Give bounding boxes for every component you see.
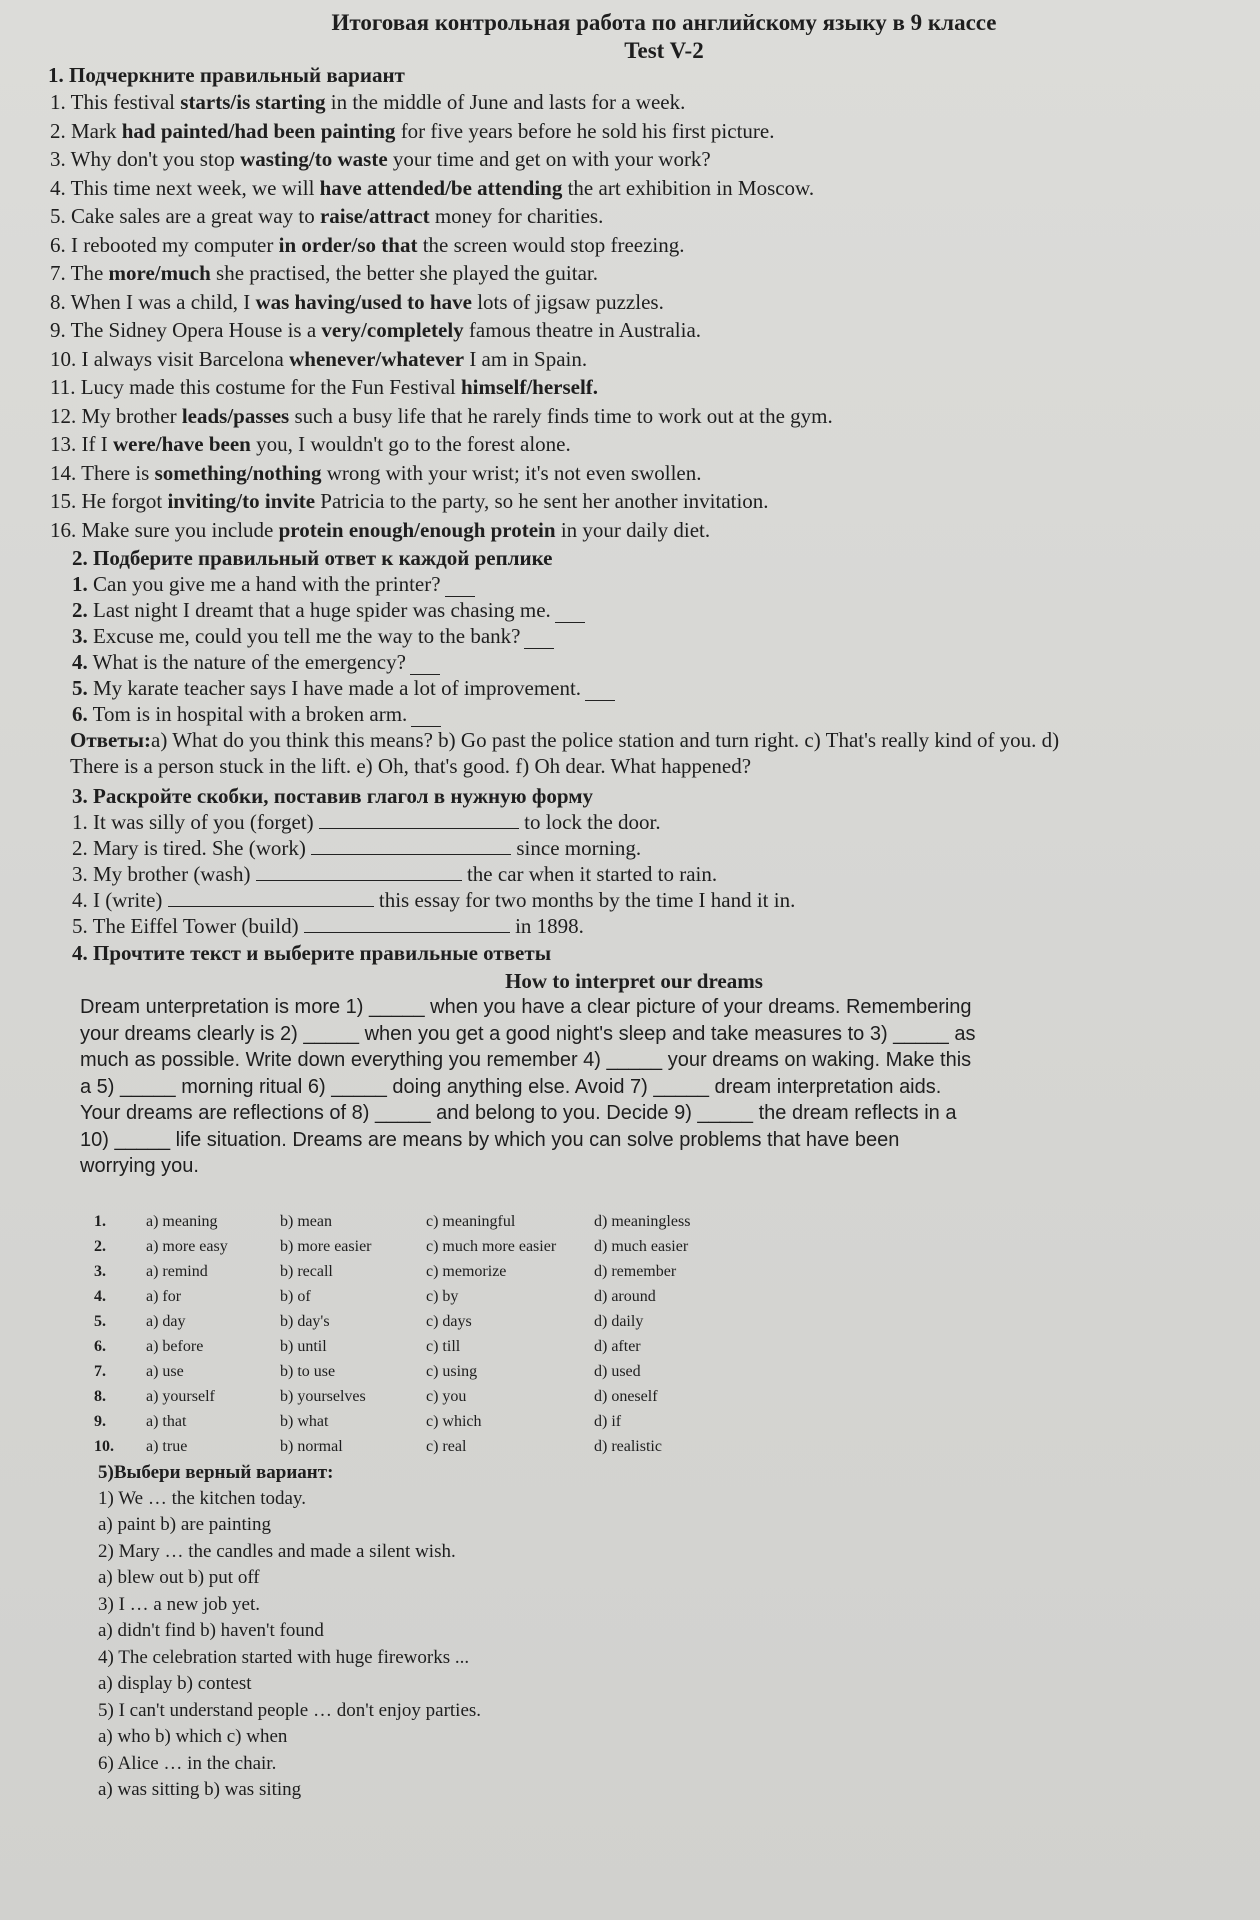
- answer-blank[interactable]: [445, 578, 475, 597]
- item-text: 6. I rebooted my computer: [50, 232, 279, 257]
- item-text: 5. Cake sales are a great way to: [50, 204, 320, 228]
- item-text: What is the nature of the emergency?: [87, 650, 406, 674]
- question: 2) Mary … the candles and made a silent wish.: [98, 1540, 456, 1562]
- option-d: d) if: [594, 1413, 622, 1430]
- option-b: b) until: [280, 1338, 327, 1355]
- option-d: d) realistic: [594, 1438, 662, 1455]
- answer-options: a) blew out b) put off: [98, 1567, 260, 1588]
- item-text: you, I wouldn't go to the forest alone.: [250, 432, 571, 456]
- option-b: b) of: [280, 1288, 311, 1305]
- option-number: 9.: [94, 1413, 106, 1430]
- item-text: Last night I dreamt that a huge spider was chasing me.: [87, 598, 551, 622]
- list-item: [72, 623, 1220, 649]
- list-item: [50, 288, 1220, 317]
- item-text: Tom is in hospital with a broken arm.: [87, 702, 408, 726]
- item-text: 9. The Sidney Opera House is a: [50, 318, 322, 342]
- table-row: [94, 1260, 690, 1285]
- question: 5) I can't understand people … don't enjoy parties.: [98, 1699, 482, 1721]
- item-choice: protein enough/enough protein: [278, 517, 556, 542]
- text-title: How to interpret our dreams: [505, 969, 763, 993]
- option-c: c) real: [426, 1438, 467, 1455]
- section-3-list: [48, 809, 1220, 939]
- section-1-list: [48, 88, 1220, 544]
- item-text: she practised, the better she played the guitar.: [210, 261, 598, 285]
- item-choice: had painted/had been painting: [121, 118, 396, 143]
- list-item: [72, 597, 1220, 623]
- item-choice: inviting/to invite: [167, 489, 316, 513]
- option-a: a) for: [146, 1288, 182, 1305]
- item-text: for five years before he sold his first picture.: [395, 118, 775, 143]
- item-choice: raise/attract: [319, 204, 430, 228]
- answer-options: a) was sitting b) was siting: [98, 1779, 302, 1800]
- list-item: [72, 887, 1220, 913]
- item-text: 12. My brother: [50, 403, 182, 428]
- option-b: b) yourselves: [280, 1388, 366, 1405]
- section-2-answers: [48, 727, 1110, 779]
- option-c: c) you: [426, 1388, 467, 1405]
- list-item: [50, 231, 1220, 260]
- item-text: 15. He forgot: [50, 489, 168, 513]
- item-choice: something/nothing: [154, 460, 322, 485]
- list-item: [50, 174, 1220, 203]
- option-c: c) till: [426, 1338, 461, 1355]
- item-text: in the middle of June and lasts for a week.: [325, 90, 686, 114]
- answers-label: Ответы:: [70, 728, 152, 752]
- item-text: since morning.: [511, 836, 642, 860]
- section-2: [48, 545, 1220, 779]
- item-text: I am in Spain.: [464, 346, 588, 371]
- option-a: a) true: [146, 1438, 188, 1455]
- item-text: the art exhibition in Moscow.: [562, 175, 815, 200]
- item-number: 1.: [72, 572, 88, 596]
- page-title: Итоговая контрольная работа по английскому языку в 9 классе: [331, 10, 997, 35]
- option-d: d) after: [594, 1338, 641, 1355]
- list-item: [72, 649, 1220, 675]
- section-4-heading: 4. Прочтите текст и выберите правильные ответы: [72, 941, 552, 965]
- table-row: [94, 1385, 690, 1410]
- list-item: [50, 373, 1220, 402]
- option-a: a) meaning: [146, 1213, 218, 1230]
- section-3: [48, 783, 1220, 939]
- list-item: [50, 487, 1220, 516]
- item-text: money for charities.: [429, 204, 604, 228]
- answer-blank[interactable]: [585, 682, 615, 701]
- item-text: Can you give me a hand with the printer?: [87, 572, 441, 596]
- option-b: b) mean: [280, 1213, 332, 1230]
- option-d: d) used: [594, 1363, 641, 1380]
- item-text: wrong with your wrist; it's not even swollen.: [321, 460, 702, 485]
- option-number: 10.: [94, 1438, 114, 1455]
- item-text: 11. Lucy made this costume for the Fun Festival: [50, 375, 461, 399]
- list-item: [50, 430, 1220, 459]
- item-choice: himself/herself.: [461, 375, 599, 399]
- option-number: 2.: [94, 1238, 106, 1255]
- answer-blank[interactable]: [168, 888, 374, 907]
- table-row: [94, 1335, 690, 1360]
- item-text: such a busy life that he rarely finds time to work out at the gym.: [289, 403, 833, 428]
- answer-blank[interactable]: [411, 708, 441, 727]
- item-text: 1. It was silly of you (forget): [72, 810, 319, 834]
- answer-blank[interactable]: [524, 630, 554, 649]
- option-c: c) by: [426, 1288, 459, 1305]
- option-number: 5.: [94, 1313, 106, 1330]
- option-b: b) what: [280, 1413, 329, 1430]
- option-d: d) daily: [594, 1313, 644, 1330]
- answer-blank[interactable]: [410, 656, 440, 675]
- answer-blank[interactable]: [256, 862, 462, 881]
- item-text: 14. There is: [50, 460, 155, 485]
- item-text: 8. When I was a child, I: [50, 289, 256, 314]
- question: 1) We … the kitchen today.: [98, 1487, 306, 1509]
- section-2-heading: 2. Подберите правильный ответ к каждой реплике: [72, 546, 553, 570]
- option-c: c) memorize: [426, 1263, 507, 1280]
- item-text: 1. This festival: [50, 90, 181, 114]
- option-d: d) around: [594, 1288, 656, 1305]
- option-number: 6.: [94, 1338, 106, 1355]
- option-a: a) that: [146, 1413, 187, 1430]
- item-text: 3. My brother (wash): [72, 862, 256, 886]
- list-item: [50, 316, 1220, 345]
- list-item: [72, 835, 1220, 861]
- option-c: c) meaningful: [426, 1213, 516, 1230]
- item-text: 10. I always visit Barcelona: [50, 346, 290, 371]
- answer-blank[interactable]: [555, 604, 585, 623]
- table-row: [94, 1310, 690, 1335]
- answer-options: a) who b) which c) when: [98, 1726, 288, 1747]
- option-d: d) much easier: [594, 1238, 689, 1255]
- item-choice: in order/so that: [278, 232, 418, 257]
- item-text: 2. Mary is tired. She (work): [72, 836, 312, 860]
- answer-blank[interactable]: [311, 836, 511, 855]
- table-row: [94, 1435, 690, 1460]
- item-choice: very/completely: [321, 318, 464, 342]
- item-text: in your daily diet.: [555, 517, 711, 542]
- list-item: [72, 701, 1220, 727]
- table-row: [94, 1285, 690, 1310]
- answer-blank[interactable]: [304, 914, 510, 933]
- list-item: [72, 913, 1220, 939]
- item-number: 6.: [72, 702, 88, 726]
- item-number: 3.: [72, 624, 88, 648]
- item-number: 5.: [72, 676, 88, 700]
- option-number: 4.: [94, 1288, 106, 1305]
- list-item: [50, 145, 1220, 174]
- item-text: 13. If I: [50, 432, 113, 456]
- item-text: Patricia to the party, so he sent her another invitation.: [315, 489, 769, 513]
- item-choice: have attended/be attending: [319, 175, 563, 200]
- section-3-heading: 3. Раскройте скобки, поставив глагол в нужную форму: [72, 784, 594, 808]
- section-2-list: [48, 571, 1220, 727]
- section-5-heading: 5)Выбери верный вариант:: [98, 1461, 334, 1483]
- item-text: 4. This time next week, we will: [50, 175, 320, 200]
- option-d: d) oneself: [594, 1388, 658, 1405]
- item-text: 7. The: [50, 261, 109, 285]
- option-a: a) day: [146, 1313, 186, 1330]
- option-b: b) normal: [280, 1438, 343, 1455]
- list-item: [72, 571, 1220, 597]
- reading-text: Dream unterpretation is more 1) _____ when you have a clear picture of your dreams. Remembering your dreams clearly is 2) _____ when you get a good night's sleep and take measures to 3) _____ as much as possible. Write down everything you remember 4) _____ your dreams on waking. Make this a 5) _____ morning ritual 6) _____ doing anything else. Avoid 7) _____ dream interpretation aids. Your dreams are reflections of 8) _____ and belong to you. Decide 9) _____ the dream reflects in a 10) _____ life situation. Dreams are means by which you can solve problems that have been worrying you.: [80, 996, 976, 1177]
- list-item: [50, 202, 1220, 231]
- item-text: this essay for two months by the time I hand it in.: [373, 888, 796, 912]
- section-5-list: [98, 1486, 1220, 1804]
- option-b: b) more easier: [280, 1238, 372, 1255]
- item-choice: whenever/whatever: [289, 346, 465, 371]
- option-b: b) day's: [280, 1313, 330, 1330]
- item-choice: were/have been: [112, 432, 251, 456]
- question: 3) I … a new job yet.: [98, 1593, 260, 1615]
- item-number: 2.: [72, 598, 88, 622]
- list-item: [72, 861, 1220, 887]
- item-choice: more/much: [108, 261, 211, 285]
- answer-options: a) didn't find b) haven't found: [98, 1620, 324, 1641]
- list-item: [50, 459, 1220, 488]
- item-text: 4. I (write): [72, 888, 168, 912]
- list-item: [72, 809, 1220, 835]
- option-number: 8.: [94, 1388, 106, 1405]
- table-row: [94, 1360, 690, 1385]
- item-text: the car when it started to rain.: [461, 862, 718, 886]
- item-text: in 1898.: [509, 914, 584, 938]
- item-number: 4.: [72, 650, 88, 674]
- item-choice: starts/is starting: [180, 90, 326, 114]
- section-1-heading: 1. Подчеркните правильный вариант: [48, 63, 405, 87]
- page-subtitle: Test V-2: [624, 38, 704, 63]
- item-choice: was having/used to have: [255, 289, 472, 314]
- option-number: 3.: [94, 1263, 106, 1280]
- option-c: c) days: [426, 1313, 472, 1330]
- option-d: d) remember: [594, 1263, 677, 1280]
- item-text: the screen would stop freezing.: [417, 232, 685, 257]
- item-text: 3. Why don't you stop: [50, 147, 241, 171]
- option-a: a) before: [146, 1338, 204, 1355]
- answer-options: a) display b) contest: [98, 1673, 252, 1694]
- list-item: [50, 117, 1220, 146]
- list-item: [72, 675, 1220, 701]
- question: 6) Alice … in the chair.: [98, 1752, 277, 1774]
- item-text: to lock the door.: [518, 810, 661, 834]
- item-text: Excuse me, could you tell me the way to the bank?: [87, 624, 521, 648]
- question: 4) The celebration started with huge fireworks ...: [98, 1646, 470, 1668]
- option-a: a) remind: [146, 1263, 208, 1280]
- section-5: [48, 1460, 1220, 1804]
- item-text: lots of jigsaw puzzles.: [471, 289, 664, 314]
- option-b: b) recall: [280, 1263, 333, 1280]
- option-b: b) to use: [280, 1363, 336, 1380]
- section-4: [48, 940, 1220, 1460]
- option-a: a) more easy: [146, 1238, 228, 1255]
- table-row: [94, 1235, 690, 1260]
- table-row: [94, 1410, 690, 1435]
- option-c: c) much more easier: [426, 1238, 557, 1255]
- item-text: 16. Make sure you include: [50, 517, 279, 542]
- item-choice: leads/passes: [181, 403, 290, 428]
- item-text: 5. The Eiffel Tower (build): [72, 914, 304, 938]
- table-row: [94, 1210, 690, 1235]
- option-c: c) using: [426, 1363, 478, 1380]
- option-c: c) which: [426, 1413, 482, 1430]
- option-number: 1.: [94, 1213, 106, 1230]
- item-text: 2. Mark: [50, 118, 122, 143]
- list-item: [50, 259, 1220, 288]
- option-a: a) use: [146, 1363, 184, 1380]
- answer-blank[interactable]: [319, 810, 519, 829]
- answer-options: a) paint b) are painting: [98, 1514, 272, 1535]
- list-item: [50, 345, 1220, 374]
- list-item: [50, 516, 1220, 545]
- option-number: 7.: [94, 1363, 106, 1380]
- section-1: [48, 62, 1220, 544]
- options-table: [94, 1210, 690, 1460]
- answers-text: a) What do you think this means? b) Go past the police station and turn right. c) That's really kind of you. d) There is a person stuck in the lift. e) Oh, that's good. f) Oh dear. What happened?: [70, 728, 1060, 778]
- item-text: your time and get on with your work?: [387, 147, 711, 171]
- list-item: [50, 402, 1220, 431]
- item-text: My karate teacher says I have made a lot of improvement.: [87, 676, 582, 700]
- option-d: d) meaningless: [594, 1213, 691, 1230]
- item-text: famous theatre in Australia.: [463, 318, 702, 342]
- option-a: a) yourself: [146, 1388, 215, 1405]
- list-item: [50, 88, 1220, 117]
- item-choice: wasting/to waste: [240, 147, 388, 171]
